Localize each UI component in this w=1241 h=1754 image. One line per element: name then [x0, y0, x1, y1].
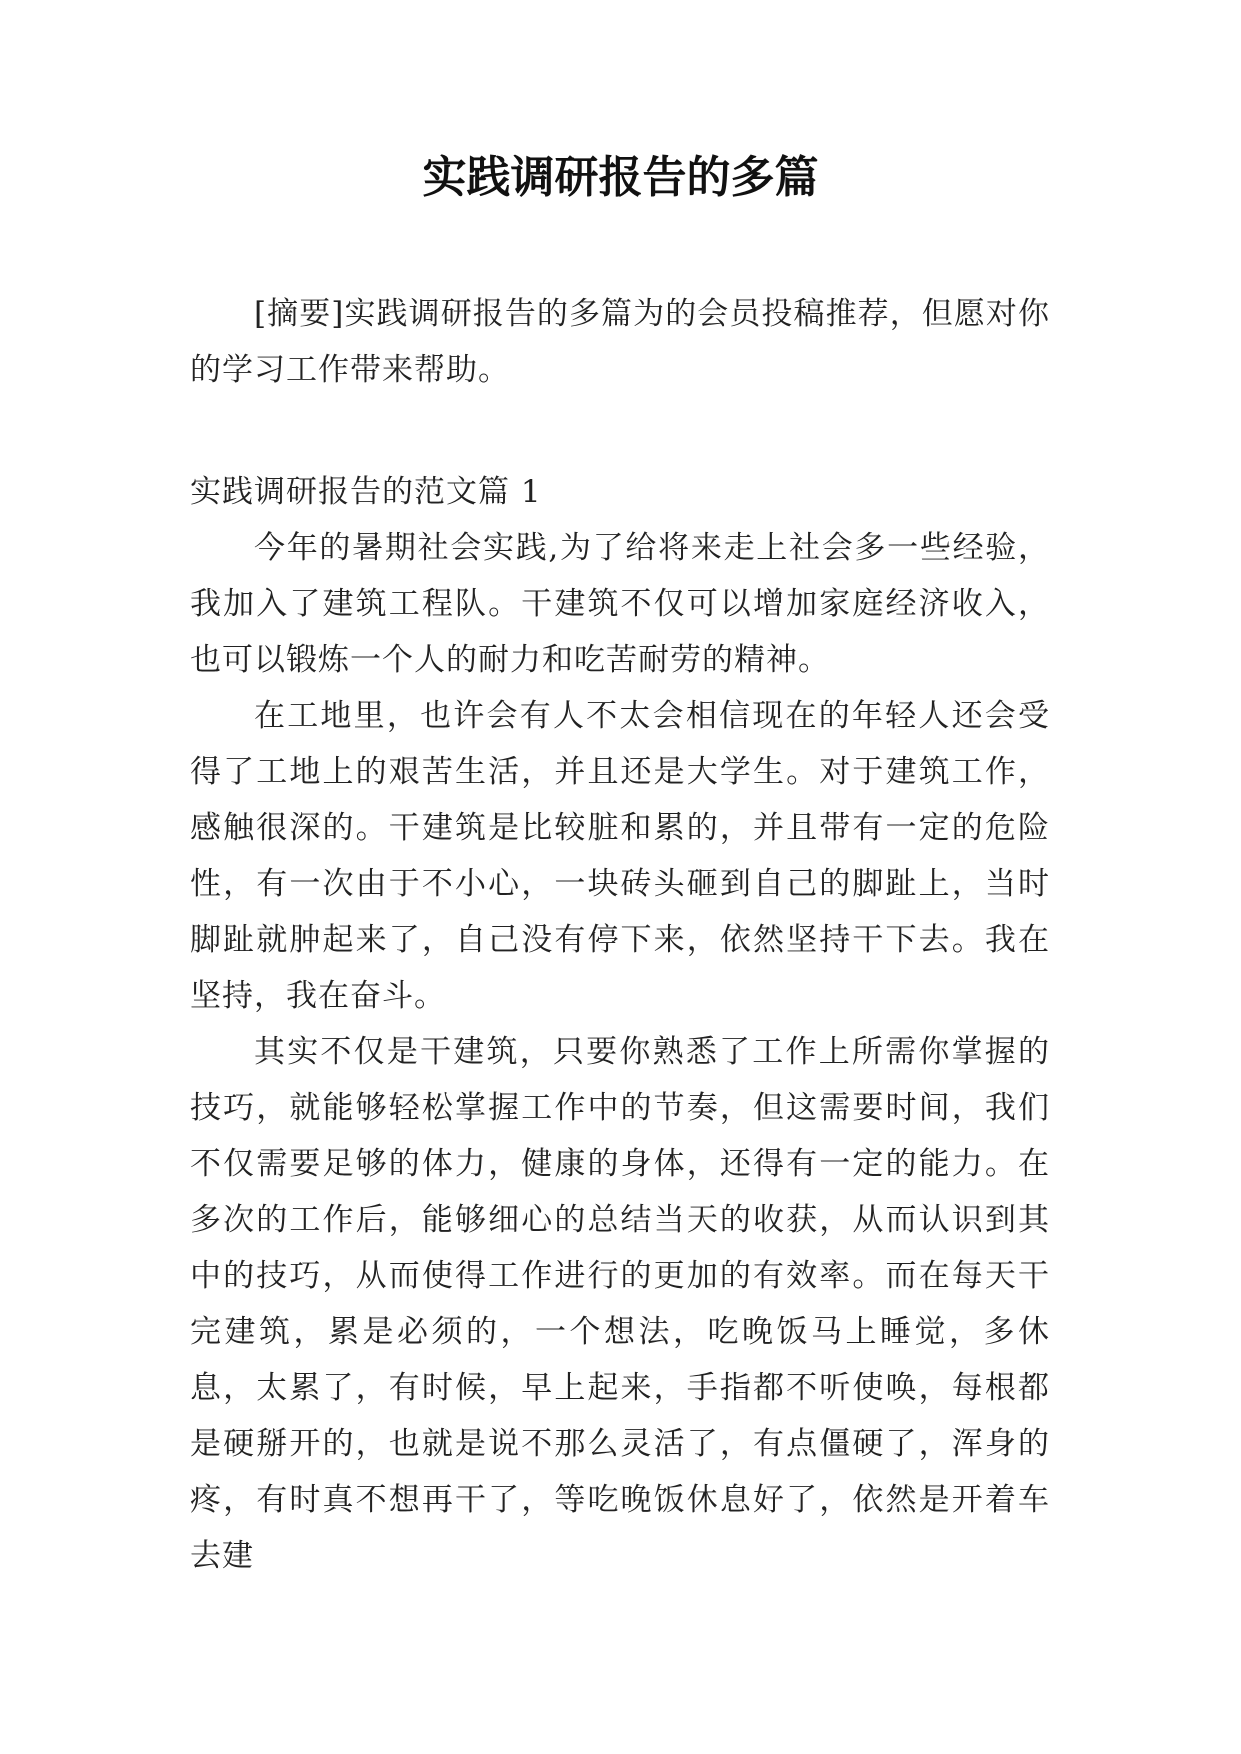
body-paragraph: 今年的暑期社会实践,为了给将来走上社会多一些经验，我加入了建筑工程队。干建筑不仅可以增加家庭经济收入，也可以锻炼一个人的耐力和吃苦耐劳的精神。 — [190, 530, 1050, 678]
body-paragraph: 其实不仅是干建筑，只要你熟悉了工作上所需你掌握的技巧，就能够轻松掌握工作中的节奏，但这需要时间，我们不仅需要足够的体力，健康的身体，还得有一定的能力。在多次的工作后，能够细心的总结当天的收获，从而认识到其中的技巧，从而使得工作进行的更加的有效率。而在每天干完建筑，累是必须的，一个想法，吃晚饭马上睡觉，多休息，太累了，有时候，早上起来，手指都不听使唤，每根都是硬掰开的，也就是说不那么灵活了，有点僵硬了，浑身的疼，有时真不想再干了，等吃晚饭休息好了，依然是开着车去建 — [190, 1034, 1050, 1574]
document-title: 实践调研报告的多篇 — [422, 152, 819, 203]
abstract-paragraph: [摘要]实践调研报告的多篇为的会员投稿推荐，但愿对你的学习工作带来帮助。 — [190, 296, 1050, 388]
body-paragraph: 在工地里，也许会有人不太会相信现在的年轻人还会受得了工地上的艰苦生活，并且还是大学生。对于建筑工作，感触很深的。干建筑是比较脏和累的，并且带有一定的危险性，有一次由于不小心，一块砖头砸到自己的脚趾上，当时脚趾就肿起来了，自己没有停下来，依然坚持干下去。我在坚持，我在奋斗。 — [190, 698, 1050, 1014]
section-body — [190, 520, 1050, 1584]
section-heading: 实践调研报告的范文篇 1 — [190, 474, 542, 510]
